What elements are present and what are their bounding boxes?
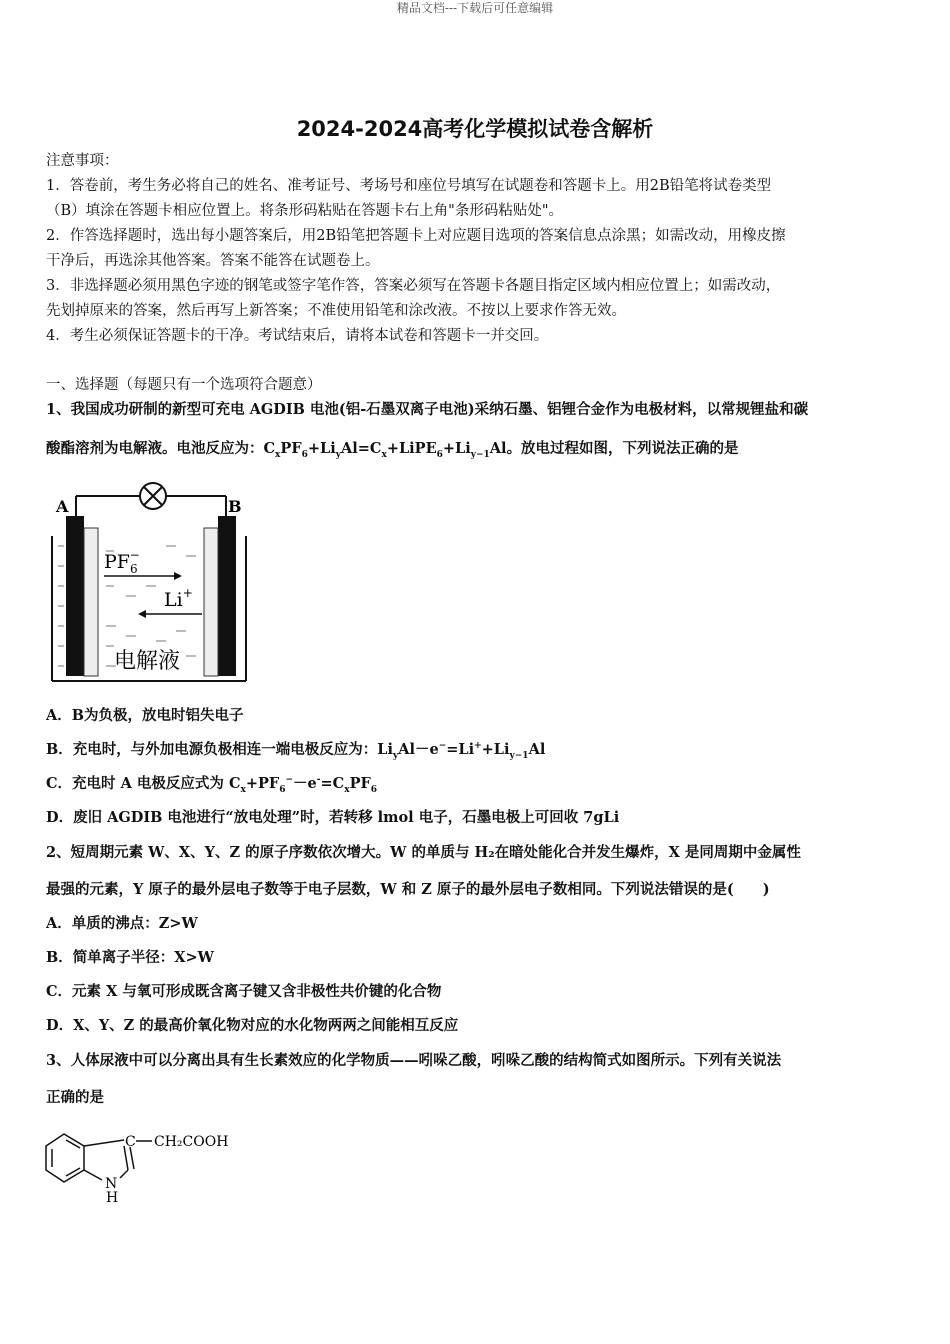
q2-option-d: D．X、Y、Z 的最高价氧化物对应的水化物两两之间能相互反应: [46, 1017, 459, 1034]
q2-option-c: C．元素 X 与氧可形成既含离子键又含非极性共价键的化合物: [46, 983, 442, 1000]
structure-h-label: H: [106, 1190, 119, 1206]
notice-line: 4．考生必须保证答题卡的干净。考试结束后，请将本试卷和答题卡一并交回。: [46, 328, 549, 344]
notice-line: 1．答卷前，考生务必将自己的姓名、准考证号、考场号和座位号填写在试题卷和答题卡上。用2B铅笔将试卷类型: [46, 178, 772, 194]
structure-n-label: N: [105, 1176, 118, 1192]
q1-option-d: D．废旧 AGDIB 电池进行“放电处理”时，若转移 lmol 电子，石墨电极上可回收 7gLi: [46, 809, 620, 826]
structure-chain-label: CH₂COOH: [154, 1134, 229, 1150]
q1-option-a: A．B为负极，放电时铝失电子: [46, 707, 244, 724]
arrow-left-icon: [138, 610, 146, 618]
section-heading: 一、选择题（每题只有一个选项符合题意）: [46, 377, 322, 393]
notice-heading: 注意事项：: [46, 153, 119, 169]
notice-line: 干净后，再选涂其他答案。答案不能答在试题卷上。: [46, 253, 380, 269]
cation-label: Li+: [164, 586, 193, 611]
arrow-right-icon: [174, 572, 182, 580]
electrolyte-label: 电解液: [114, 649, 181, 674]
notice-line: 先划掉原来的答案，然后再写上新答案；不准使用铅笔和涂改液。不按以上要求作答无效。: [46, 303, 626, 319]
q2-option-a: A．单质的沸点：Z>W: [46, 915, 198, 932]
electrode-a: [66, 516, 84, 676]
electrode-a-label: A: [56, 497, 69, 516]
q1-stem: 1、我国成功研制的新型可充电 AGDIB 电池(铝-石墨双离子电池)采纳石墨、铝锂合金作为电极材料，以常规锂盐和碳: [46, 401, 809, 418]
q3-stem: 3、人体尿液中可以分离出具有生长素效应的化学物质——吲哚乙酸，吲哚乙酸的结构简式如图所示。下列有关说法: [46, 1052, 782, 1069]
electrode-b-label: B: [228, 497, 242, 516]
notice-line: 2．作答选择题时，选出每小题答案后，用2B铅笔把答题卡上对应题目选项的答案信息点涂黑；如需改动，用橡皮擦: [46, 228, 786, 244]
indole-acetic-acid-structure: [44, 1124, 234, 1206]
q2-stem: 2、短周期元素 W、X、Y、Z 的原子序数依次增大。W 的单质与 H₂在暗处能化合并发生爆炸，X 是同周期中金属性: [46, 844, 801, 861]
battery-diagram: [46, 476, 256, 686]
q2-stem-2: 最强的元素，Y 原子的最外层电子数等于电子层数，W 和 Z 原子的最外层电子数相同。下列说法错误的是( ): [46, 881, 770, 898]
electrode-b: [218, 516, 236, 676]
q2-option-b: B．简单离子半径：X>W: [46, 949, 214, 966]
q3-stem-2: 正确的是: [46, 1089, 104, 1106]
page-header: 精品文档---下载后可任意编辑: [396, 1, 554, 15]
anion-label: $PF_6-$: [104, 548, 140, 576]
notice-line: （B）填涂在答题卡相应位置上。将条形码粘贴在答题卡右上角"条形码粘贴处"。: [46, 203, 563, 219]
notice-line: 3．非选择题必须用黑色字迹的钢笔或签字笔作答，答案必须写在答题卡各题目指定区域内相应位置上；如需改动，: [46, 278, 781, 294]
structure-c-label: C: [125, 1134, 136, 1150]
page-title: 2024-2024高考化学模拟试卷含解析: [296, 117, 654, 141]
q1-option-b: B．充电时，与外加电源负极相连一端电极反应为：$Li_yAl-e^-=Li^++Li_{y-1}Al$: [46, 741, 546, 761]
q1-stem-2: 酸酯溶剂为电解液。电池反应为：$C_xPF_6+Li_yAl=C_x+LiPE_6+Li_{y-1}Al$。放电过程如图，下列说法正确的是: [46, 440, 739, 460]
q1-option-c: C．充电时 A 电极反应式为 $C_x+PF_6^--e^-=C_xPF_6$: [46, 775, 378, 795]
